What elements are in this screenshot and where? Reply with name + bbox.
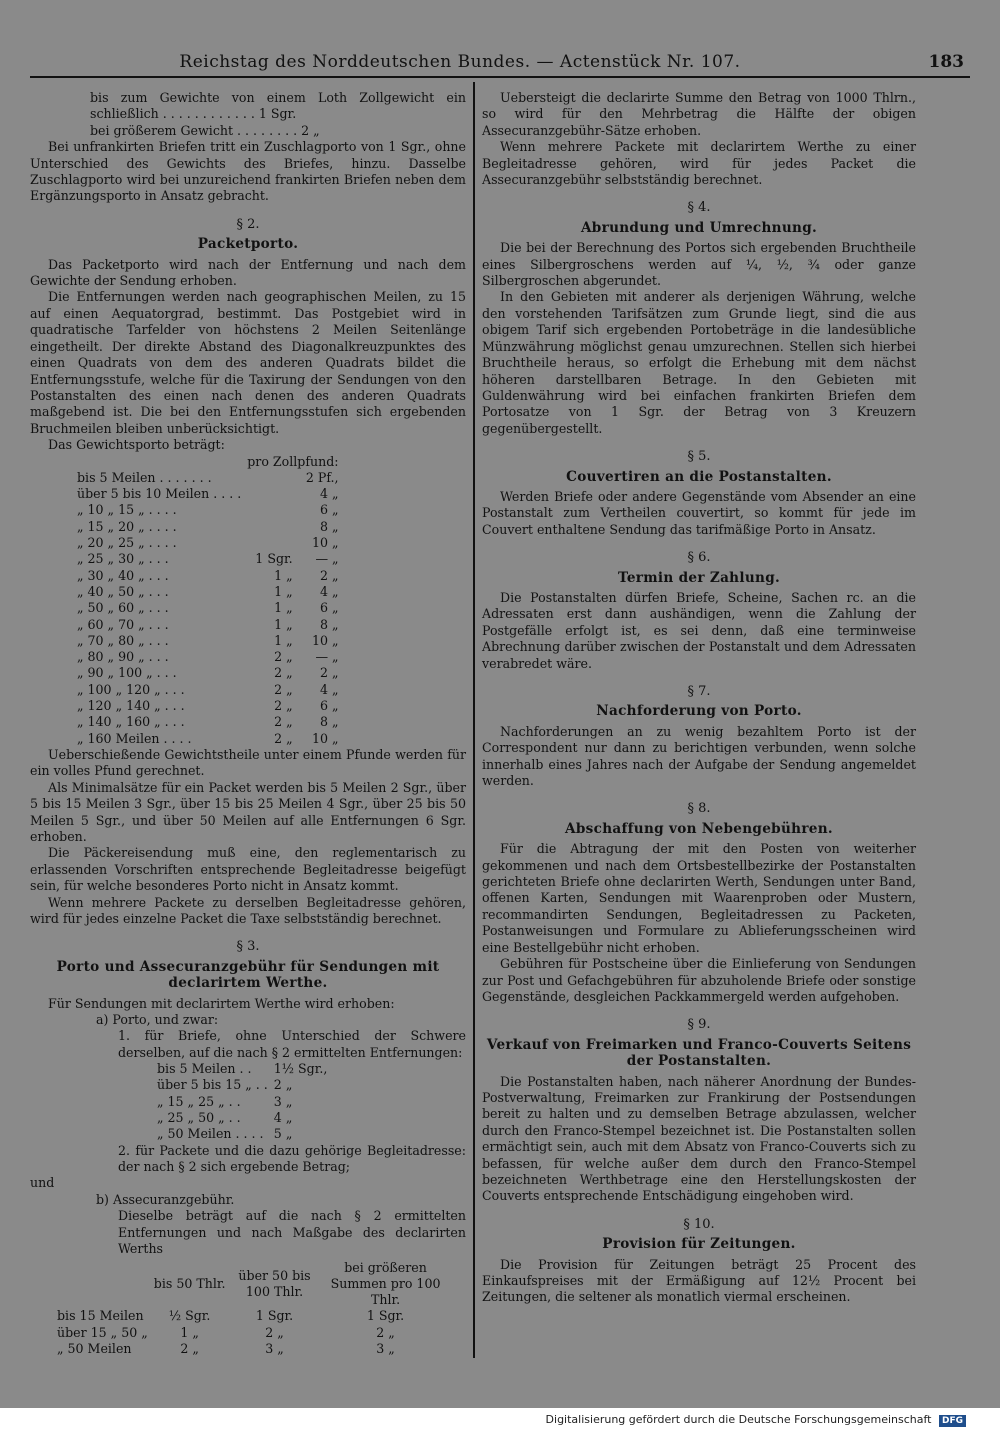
table-row	[74, 502, 342, 518]
s3-und: und	[30, 1175, 55, 1191]
section-number-3: § 3.	[236, 939, 260, 955]
s3-item-a2: 2. für Packete und die dazu gehörige Begleitadresse: der nach § 2 sich ergebende Betrag;	[118, 1142, 466, 1175]
table-row	[74, 600, 342, 616]
section-heading-9: Verkauf von Freimarken und Franco-Couverts Seitens der Postanstalten.	[486, 1036, 912, 1070]
sgr-cell: 1 „	[274, 583, 293, 599]
distance-cell: „ 70 „ 80 „ . . .	[77, 632, 169, 648]
pf-cell: 10 „	[312, 632, 339, 648]
s2-paragraph-4: Ueberschießende Gewichtstheile unter einem Pfunde werden für ein volles Pfund gerechnet.	[30, 746, 466, 779]
distance-cell: „ 15 „ 25 „ . .	[157, 1093, 241, 1109]
s8-paragraph-1: Für die Abtragung der mit den Posten von weiterher gekommenen und nach dem Ortsbestellbezirke der Postanstalten gerichteten Briefe ohne declarirten Werth, Sendungen unter Band, offenen Karten, Sendungen mit Waarenproben oder Mustern, recommandirten Sendungen, Begleitadressen zu Packeten, Postanweisungen und Formulare zu Ablieferungsscheinen wird eine Bestellgebühr nicht erhoben.	[482, 841, 916, 955]
section-heading-6: Termin der Zahlung.	[617, 569, 781, 586]
table-row	[74, 682, 342, 698]
s4-paragraph-1: Die bei der Berechnung des Portos sich ergebenden Bruchtheile eines Silbergroschens werden auf ¼, ½, ¾ oder ganze Silbergroschen abgerundet.	[482, 240, 916, 289]
r-paragraph-1: Uebersteigt die declarirte Summe den Betrag von 1000 Thlrn., so wird für den Mehrbetrag die Hälfte der obigen Assecuranzgebühr-Sätze erhoben.	[482, 90, 916, 138]
table-row	[74, 535, 342, 551]
distance-cell: „ 50 „ 60 „ . . .	[77, 600, 169, 616]
table-row	[74, 714, 342, 730]
section-number-7: § 7.	[687, 684, 711, 699]
weight-rate-table	[74, 454, 342, 747]
s2-paragraph-1: Das Packetporto wird nach der Entfernung und nach dem Gewichte der Sendung erhoben.	[30, 256, 466, 289]
fee-cell: 2 „	[180, 1341, 199, 1356]
pf-cell: 4 „	[320, 681, 339, 697]
distance-cell: über 5 bis 10 Meilen . . . .	[77, 486, 242, 502]
section-heading-4: Abrundung und Umrechnung.	[580, 219, 818, 236]
pf-cell: 4 „	[320, 486, 339, 502]
pf-cell: 10 „	[312, 535, 339, 551]
distance-cell: bis 5 Meilen . . . . . . .	[77, 469, 212, 485]
s2-paragraph-6: Die Päckereisendung muß eine, den reglementarisch zu erlassenden Vorschriften entsprechende Begleitadresse beigefügt sein, für welche besonderes Porto nicht in Ansatz kommt.	[30, 845, 466, 894]
digitization-footer	[546, 1413, 966, 1427]
section-number-2: § 2.	[236, 216, 260, 232]
fee-cell: 3 „	[265, 1341, 284, 1356]
distance-cell: „ 80 „ 90 „ . . .	[77, 649, 169, 665]
sgr-cell	[244, 470, 295, 486]
sgr-cell	[244, 535, 295, 551]
sgr-cell	[244, 486, 295, 502]
section-heading-2: Packetporto.	[197, 236, 299, 253]
header-title: Reichstag des Norddeutschen Bundes. — Actenstück Nr. 107.	[179, 52, 741, 72]
fee-cell: ½ Sgr.	[168, 1308, 211, 1324]
sgr-cell: 2 „	[274, 649, 293, 665]
distance-cell: „ 90 „ 100 „ . . .	[77, 665, 177, 681]
sgr-cell: 2 „	[274, 714, 293, 730]
distance-cell: „ 60 „ 70 „ . . .	[77, 616, 169, 632]
table-row	[74, 617, 342, 633]
table-row	[74, 568, 342, 584]
table-row	[54, 1341, 451, 1357]
pf-cell: 2 „	[320, 665, 339, 681]
sgr-cell: 1 „	[274, 567, 293, 583]
section-number-9: § 9.	[687, 1017, 711, 1033]
distance-cell: „ 50 Meilen . . . .	[157, 1126, 264, 1142]
table-row	[54, 1325, 451, 1341]
s4-paragraph-2: In den Gebieten mit anderer als derjenigen Währung, welche den vorstehenden Tarifsätzen zum Grunde liegt, sind die aus obigem Tarif sich ergebenden Portobeträge in die landesübliche Münzwährung möglichst genau umzurechnen. Stellen sich hierbei Bruchtheile heraus, so erfolgt die Erhebung mit dem nächst höheren darstellbaren Betrage. In den Gebieten mit Guldenwährung wird bei einfachen frankirten Briefen dem Portosatze von 1 Sgr. der Betrag von 3 Kreuzern gegenübergestellt.	[482, 289, 916, 436]
s9-paragraph-1: Die Postanstalten haben, nach näherer Anordnung der Bundes-Postverwaltung, Freimarken zur Frankirung der Postsendungen bereit zu halten und zu demselben Betrage abzulassen, welcher durch den Franco-Stempel bezeichnet ist. Die Postanstalten sollen ermächtigt sein, auch mit dem Absatz von Franco-Couverts sich zu befassen, für welche außer dem durch den Franco-Stempel bezeichneten Werthbetrage eine den Herstellungskosten der Couverts entsprechende Entschädigung eingehoben wird.	[482, 1073, 916, 1204]
distance-cell: bis 15 Meilen	[57, 1308, 144, 1324]
s5-paragraph-1: Werden Briefe oder andere Gegenstände vom Absender an eine Postanstalt zum Vertheilen couvertirt, so kommt für jede im Couvert enthaltene Sendung das tarifmäßige Porto in Ansatz.	[482, 488, 916, 537]
section-number-10: § 10.	[683, 1216, 715, 1232]
sgr-cell: 2 „	[274, 697, 293, 713]
sgr-cell: 2 „	[274, 665, 293, 681]
intro-line-1: bis zum Gewichte von einem Loth Zollgewicht ein schließlich . . . . . . . . . . . . 1 Sgr.	[90, 90, 466, 122]
table-row	[154, 1126, 330, 1142]
fee-cell: 1 „	[180, 1324, 199, 1340]
pf-cell: — „	[315, 649, 339, 665]
sgr-cell: 1 „	[274, 600, 293, 616]
distance-cell: über 15 „ 50 „	[57, 1324, 148, 1340]
distance-cell: „ 40 „ 50 „ . . .	[77, 583, 169, 599]
table-header-row	[74, 454, 342, 470]
distance-cell: „ 160 Meilen . . . .	[77, 730, 192, 746]
column-header: bei größeren Summen pro 100 Thlr.	[330, 1259, 441, 1308]
letter-rate-table	[154, 1061, 330, 1142]
footer-text: Digitalisierung gefördert durch die Deutsche Forschungsgemeinschaft	[545, 1413, 932, 1426]
table-row	[74, 731, 342, 747]
table-row	[154, 1094, 330, 1110]
s3-item-a: a) Porto, und zwar:	[96, 1011, 219, 1027]
rate-cell: 5 „	[273, 1126, 293, 1142]
section-number-4: § 4.	[687, 200, 711, 216]
rate-cell: 1½ Sgr.,	[273, 1061, 328, 1077]
distance-cell: „ 50 Meilen	[57, 1341, 132, 1356]
pf-cell: 10 „	[312, 730, 339, 746]
insurance-fee-table	[54, 1260, 451, 1358]
distance-cell: „ 25 „ 50 „ . .	[157, 1110, 241, 1126]
table-row	[154, 1077, 330, 1093]
pf-cell: 8 „	[320, 616, 339, 632]
fee-cell: 1 Sgr.	[366, 1308, 405, 1324]
s7-paragraph-1: Nachforderungen an zu wenig bezahltem Porto ist der Correspondent nur dann zu berichtigen verbunden, wenn solche innerhalb eines Jahres nach der Aufgabe der Sendung angemeldet werden.	[482, 723, 916, 789]
pf-cell: — „	[315, 551, 339, 567]
page-number: 183	[928, 52, 964, 72]
fee-cell: 2 „	[376, 1324, 395, 1340]
s3-item-b-text: Dieselbe beträgt auf die nach § 2 ermittelten Entfernungen und nach Maßgabe des declarirten Werths	[118, 1208, 466, 1257]
rate-cell: 3 „	[273, 1093, 293, 1109]
s3-paragraph-1: Für Sendungen mit declarirtem Werthe wird erhoben:	[48, 995, 395, 1011]
s3-item-a1: 1. für Briefe, ohne Unterschied der Schwere derselben, auf die nach § 2 ermittelten Entfernungen:	[118, 1028, 466, 1060]
table-row	[74, 486, 342, 502]
intro-paragraph: Bei unfrankirten Briefen tritt ein Zuschlagporto von 1 Sgr., ohne Unterschied des Gewichts des Briefes, hinzu. Dasselbe Zuschlagporto wird bei unzureichend frankirten Briefen neben dem Ergänzungsporto in Ansatz gebracht.	[30, 139, 466, 204]
dfg-logo: DFG	[939, 1415, 966, 1427]
section-heading-8: Abschaffung von Nebengebühren.	[565, 820, 833, 837]
table-row	[74, 698, 342, 714]
distance-cell: bis 5 Meilen . .	[157, 1061, 252, 1077]
pf-cell: 4 „	[320, 583, 339, 599]
table-row	[74, 584, 342, 600]
sgr-cell: 2 „	[274, 681, 293, 697]
distance-cell: „ 15 „ 20 „ . . . .	[77, 518, 177, 534]
table-row	[154, 1110, 330, 1126]
distance-cell: „ 20 „ 25 „ . . . .	[77, 535, 177, 551]
pf-cell: 6 „	[320, 600, 339, 616]
section-number-8: § 8.	[687, 801, 711, 817]
table-row	[74, 649, 342, 665]
sgr-cell: 1 Sgr.	[255, 551, 293, 567]
fee-cell: 3 „	[376, 1341, 395, 1356]
section-heading-7: Nachforderung von Porto.	[596, 703, 802, 720]
sgr-cell: 1 „	[274, 616, 293, 632]
s2-paragraph-2: Die Entfernungen werden nach geographischen Meilen, zu 15 auf einen Aequatorgrad, bestimmt. Das Postgebiet wird in quadratische Tarfelder von höchstens 2 Meilen Seitenlänge eingetheilt. Der direkte Abstand des Diagonalkreuzpunktes des einen Quadrats von dem des anderen Quadrats bildet die Entfernungsstufe, welche für die Taxirung der Sendungen von den Postanstalten des einen nach denen des anderen Quadrats maßgebend ist. Die bei den Entfernungsstufen sich ergebenden Bruchmeilen bleiben unberücksichtigt.	[30, 289, 466, 436]
pf-cell: 2 „	[320, 567, 339, 583]
table-row	[154, 1061, 330, 1077]
distance-cell: „ 25 „ 30 „ . . .	[77, 551, 169, 567]
column-divider	[473, 82, 475, 1358]
distance-cell: „ 100 „ 120 „ . . .	[77, 681, 185, 697]
table-row	[74, 470, 342, 486]
section-heading-10: Provision für Zeitungen.	[602, 1236, 796, 1253]
distance-cell: „ 10 „ 15 „ . . . .	[77, 502, 177, 518]
s8-paragraph-2: Gebühren für Postscheine über die Einlieferung von Sendungen zur Post und Gefachgebühren für abzuholende Briefe oder sonstige Gegenstände, desgleichen Packkammergeld werden aufgehoben.	[482, 956, 916, 1004]
running-header	[30, 50, 970, 78]
section-heading-3: Porto und Assecuranzgebühr für Sendungen mit declarirtem Werthe.	[56, 958, 440, 992]
distance-cell: „ 120 „ 140 „ . . .	[77, 697, 185, 713]
s2-paragraph-5: Als Minimalsätze für ein Packet werden bis 5 Meilen 2 Sgr., über 5 bis 15 Meilen 3 Sgr., über 15 bis 25 Meilen 4 Sgr., über 25 bis 50 Meilen 5 Sgr., und über 50 Meilen auf alle Entfernungen 6 Sgr. erhoben.	[30, 779, 466, 844]
distance-cell: „ 140 „ 160 „ . . .	[77, 714, 185, 730]
rate-cell: 4 „	[273, 1110, 293, 1126]
section-number-5: § 5.	[687, 449, 711, 465]
distance-cell: über 5 bis 15 „ . .	[157, 1077, 268, 1093]
table-row	[54, 1308, 451, 1324]
s2-paragraph-7: Wenn mehrere Packete zu derselben Begleitadresse gehören, wird für jedes einzelne Packet die Taxe selbstständig berechnet.	[30, 894, 466, 926]
table-header-row	[54, 1260, 451, 1309]
s3-item-b: b) Assecuranzgebühr.	[96, 1191, 235, 1207]
sgr-cell	[244, 519, 295, 535]
pf-cell: 2 Pf.,	[305, 469, 339, 485]
table-row	[74, 665, 342, 681]
s2-paragraph-3: Das Gewichtsporto beträgt:	[48, 437, 225, 453]
intro-line-2: bei größerem Gewicht . . . . . . . . 2 „	[90, 122, 320, 138]
rate-cell: 2 „	[273, 1077, 293, 1093]
pf-cell: 8 „	[320, 518, 339, 534]
pf-cell: 6 „	[320, 502, 339, 518]
distance-cell: „ 30 „ 40 „ . . .	[77, 567, 169, 583]
pf-cell: 6 „	[320, 697, 339, 713]
left-column	[30, 90, 466, 1357]
pf-cell: 8 „	[320, 714, 339, 730]
s10-paragraph-1: Die Provision für Zeitungen beträgt 25 Procent des Einkaufspreises mit der Ermäßigung auf 12½ Procent bei Zeitungen, die seltener als monatlich viermal erscheinen.	[482, 1256, 916, 1305]
sgr-cell: 1 „	[274, 632, 293, 648]
column-header: über 50 bis 100 Thlr.	[238, 1267, 311, 1299]
section-number-6: § 6.	[687, 550, 711, 566]
fee-cell: 2 „	[265, 1324, 284, 1340]
table-row	[74, 551, 342, 567]
s6-paragraph-1: Die Postanstalten dürfen Briefe, Scheine, Sachen rc. an die Adressaten erst dann aushändigen, wenn die Zahlung der Postgefälle erfolgt ist, es sei denn, daß eine terminweise Abrechnung darüber zwischen der Postanstalt und dem Adressaten verabredet wäre.	[482, 589, 916, 671]
section-heading-5: Couvertiren an die Postanstalten.	[566, 468, 832, 485]
sgr-cell: 2 „	[274, 730, 293, 746]
right-column	[482, 90, 916, 1306]
table-row	[74, 519, 342, 535]
r-paragraph-2: Wenn mehrere Packete mit declarirtem Werthe zu einer Begleitadresse gehören, wird für jedes Packet die Assecuranzgebühr selbstständig berechnet.	[482, 139, 916, 188]
fee-cell: 1 Sgr.	[255, 1308, 294, 1324]
column-header: bis 50 Thlr.	[153, 1275, 226, 1291]
column-header: pro Zollpfund:	[247, 453, 339, 469]
table-row	[74, 633, 342, 649]
sgr-cell	[244, 502, 295, 518]
